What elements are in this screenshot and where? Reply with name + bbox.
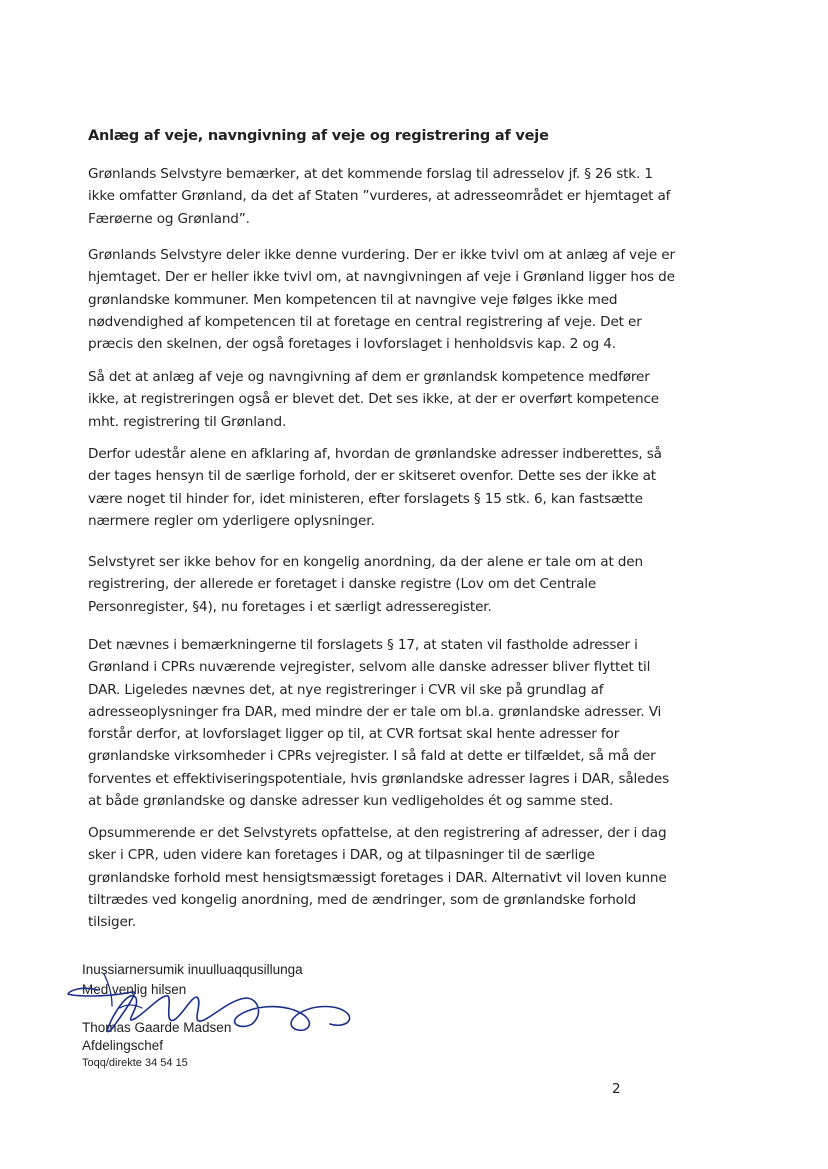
text-line: Så det at anlæg af veje og navngivning af dem er grønlandsk kompetence medfører (88, 369, 650, 385)
text-line: forstår derfor, at lovforslaget ligger op til, at CVR fortsat skal hente adresser for (88, 726, 620, 743)
section-heading: Anlæg af veje, navngivning af veje og registrering af veje (88, 128, 549, 144)
text-line: mht. registrering til Grønland. (88, 413, 287, 430)
text-line: præcis den skelnen, der også foretages i lovforslaget i henholdsvis kap. 2 og 4. (88, 336, 616, 353)
text-line: Færøerne og Grønland”. (88, 210, 250, 227)
text-line: Grønland i CPRs nuværende vejregister, selvom alle danske adresser bliver flyttet til (88, 659, 651, 676)
text-line: forventes et effektiviseringspotentiale, hvis grønlandske adresser lagres i DAR, således (88, 770, 670, 787)
paragraph-4 (88, 443, 662, 532)
greeting-danish: Med venlig hilsen (82, 982, 187, 997)
text-line: nødvendighed af kompetencen til at foretage en central registrering af veje. Det er (88, 313, 642, 330)
text-line: Det nævnes i bemærkningerne til forslagets § 17, at staten vil fastholde adresser i (88, 637, 638, 653)
paragraph-2 (88, 244, 675, 355)
text-line: Selvstyret ser ikke behov for en kongelig anordning, da der alene er tale om at den (88, 554, 643, 570)
text-line: hjemtaget. Der er heller ikke tvivl om, at navngivningen af veje i Grønland ligger hos de (88, 269, 675, 286)
signer-title: Afdelingschef (82, 1038, 164, 1053)
text-line: grønlandske virksomheder i CPRs vejregister. I så fald at dette er tilfældet, så må der (88, 748, 656, 765)
paragraph-3 (88, 366, 660, 433)
text-line: Opsummerende er det Selvstyrets opfattelse, at den registrering af adresser, der i dag (88, 825, 667, 841)
greeting-greenlandic: Inussiarnersumik inuulluaqqusillunga (82, 962, 303, 977)
signer-name: Thomas Gaarde Madsen (82, 1020, 232, 1035)
text-line: ikke omfatter Grønland, da det af Staten ”vurderes, at adresseområdet er hjemtaget af (88, 188, 671, 205)
text-line: der tages hensyn til de særlige forhold, der er skitseret ovenfor. Dette ses der ikke at (88, 468, 656, 485)
paragraph-6 (88, 634, 670, 812)
text-line: sker i CPR, uden videre kan foretages i DAR, og at tilpasninger til de særlige (88, 847, 595, 864)
text-line: grønlandske kommuner. Men kompetencen til at navngive veje følges ikke med (88, 291, 618, 308)
text-line: være noget til hinder for, idet ministeren, efter forslagets § 15 stk. 6, kan fastsætte (88, 490, 643, 507)
paragraph-7 (88, 822, 667, 933)
text-line: registrering, der allerede er foretaget i danske registre (Lov om det Centrale (88, 576, 597, 593)
text-line: Grønlands Selvstyre bemærker, at det kommende forslag til adresselov jf. § 26 stk. 1 (88, 166, 653, 182)
page-number: 2 (612, 1081, 621, 1097)
text-line: grønlandske forhold mest hensigtsmæssigt foretages i DAR. Alternativt vil loven kunne (88, 869, 667, 886)
text-line: adresseoplysninger fra DAR, med mindre der er tale om bl.a. grønlandske adresser. Vi (88, 703, 662, 720)
text-line: DAR. Ligeledes nævnes det, at nye registreringer i CVR vil ske på grundlag af (88, 681, 604, 698)
text-line: Derfor udestår alene en afklaring af, hvordan de grønlandske adresser indberettes, så (88, 446, 662, 462)
text-line: tiltrædes ved kongelig anordning, med de ændringer, som de grønlandske forhold (88, 891, 636, 908)
paragraph-5 (88, 551, 648, 618)
text-line: at både grønlandske og danske adresser kun vedligeholdes ét og samme sted. (88, 793, 614, 810)
text-line: tilsiger. (88, 914, 137, 931)
text-line: nærmere regler om yderligere oplysninger. (88, 512, 375, 529)
paragraph-1 (88, 163, 671, 230)
text-line: Grønlands Selvstyre deler ikke denne vurdering. Der er ikke tvivl om at anlæg af veje er (88, 247, 675, 263)
signer-phone: Toqq/direkte 34 54 15 (82, 1057, 188, 1069)
text-line: Personregister, §4), nu foretages i et særligt adresseregister. (88, 598, 492, 615)
text-line: ikke, at registreringen også er blevet det. Det ses ikke, at der er overført kompetence (88, 391, 660, 408)
handwritten-signature (62, 968, 362, 1048)
